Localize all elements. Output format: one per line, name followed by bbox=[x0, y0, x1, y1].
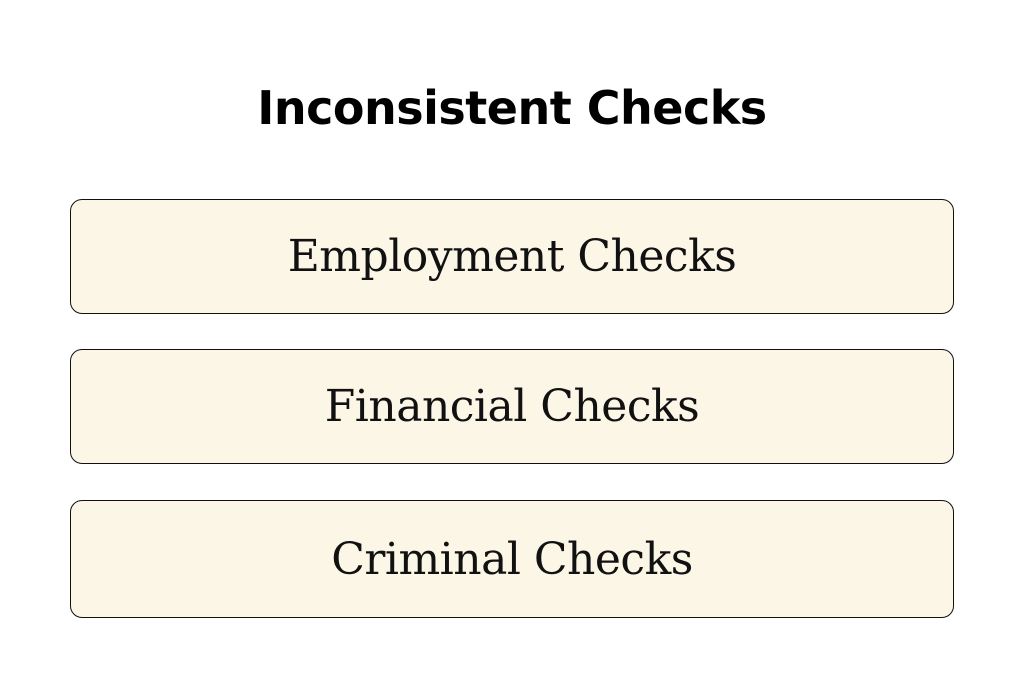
check-card-financial: Financial Checks bbox=[70, 349, 954, 464]
checks-list bbox=[70, 199, 954, 618]
diagram-title: Inconsistent Checks bbox=[257, 81, 767, 135]
check-card-employment: Employment Checks bbox=[70, 199, 954, 314]
check-card-criminal: Criminal Checks bbox=[70, 500, 954, 618]
